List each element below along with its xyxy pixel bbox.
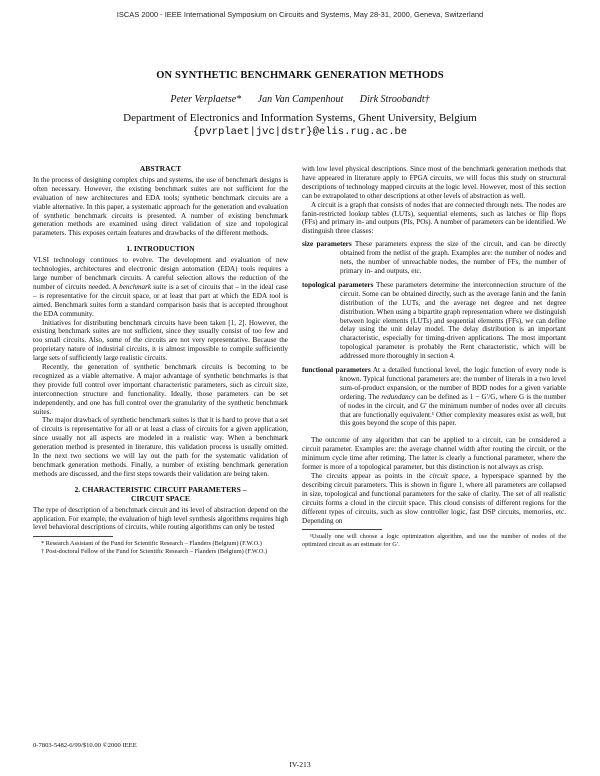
def-functional: functional parameters At a detailed functional level, the logic function of every node is known. Typical functional parameters are: the number of literals in a two level sum-of-product expansion, or the number of BDD nodes for a given variable ordering. The redundancy can be defined as 1 − G′/G, where G is the number of nodes in the circuit, and G′ the minimum number of nodes over all circuits that are functionally equivalent.¹ Other complexity measures exist as well, but this goes beyond the scope of this paper.	[302, 366, 567, 428]
right-paragraph-1: with low level physical descriptions. Since most of the benchmark generation methods that have appeared in literature apply to FPGA circuits, we will focus this study on structural descriptions of technology mapped circuits at the logic level. However, most of this section can be extrapolated to other descriptions at other levels of abstraction as well.	[302, 165, 566, 200]
abstract-heading: ABSTRACT	[139, 164, 182, 173]
affiliation: Department of Electronics and Information Systems, Ghent University, Belgium	[123, 112, 477, 124]
def-topological: topological parameters These parameters determine the interconnection structure of the circuit. Some can be obtained directly, such as the average fanin and the fanin distribution of the LUTs, and the average net degree and net degree distribution. When using a bipartite graph representation where we distinguish between logic elements (LUTs) and sequential elements (FFs), we can define delay using the unit delay model. The delay distribution is an important characteristic, especially for timing-driven applications. The most important topological parameter is probably the Rent characteristic, which will be addressed more thoroughly in section 4.	[302, 280, 566, 361]
author-1: Peter Verplaetse*	[170, 94, 242, 105]
def-size: size parameters These parameters express the size of the circuit, and can be directly obtained from the netlist of the graph. Examples are: the number of nodes and nets, the number of unreachable nodes, the number of FFs, the number of primary in- and outputs, etc.	[302, 240, 566, 275]
left-column	[33, 165, 288, 556]
footnote-right	[302, 533, 566, 549]
right-paragraph-2: A circuit is a graph that consists of nodes that are connected through nets. The nodes are fanin-restricted lookup tables (LUTs), sequential elements, such as latches or flip flops (FFs) and primary in- and outputs (PIs, POs). A number of parameters can be identified. We distinguish three classes:	[302, 200, 566, 236]
abstract-text: In the process of designing complex chips and systems, the use of benchmark designs is often necessary. However, the existing benchmark suites are not sufficient for the evaluation of new architectures and EDA tools; synthetic benchmark circuits are a viable alternative. In this paper, a systematic approach for the generation and evaluation of synthetic benchmark circuits is presented. A number of existing benchmark generation methods are examined using direct validation of size and topological parameters. This exposes certain features and drawbacks of the different methods.	[33, 175, 288, 238]
paper-title: ON SYNTHETIC BENCHMARK GENERATION METHODS	[156, 70, 444, 81]
right-paragraph-3: The outcome of any algorithm that can be applied to a circuit, can be considered a circuit parameter. Examples are: the average channel width after routing the circuit, or the minimum cycle time after retiming. The latter is clearly a functional parameter, where the former is more of a topological parameter, but this distinction is not always as crisp.	[302, 436, 566, 472]
intro-paragraph-2: Initiatives for distributing benchmark circuits have been taken [1, 2]. However, the existing benchmark suites are not sufficient, since they usually consist of too few and too small circuits. Also, some of the circuits are not very representative. Because the proprietary nature of industrial circuits, it is almost impossible to compile sufficiently large sets of sufficiently large realistic circuits.	[33, 318, 288, 363]
authors	[0, 94, 600, 105]
isbn-line: 0-7803-5482-6/99/$10.00 ©2000 IEEE	[33, 742, 137, 749]
footnotes-left	[33, 540, 288, 556]
footnote-1: * Research Assistant of the Fund for Scientific Research – Flanders (Belgium) (F.W.O.)	[41, 540, 262, 548]
right-column	[302, 165, 566, 549]
intro-paragraph-1: VLSI technology continues to evolve. The development and evaluation of new technologies, architectures and electronic design automation (EDA) tools requires a large number of benchmark circuits. A careful selection allows the reduction of the number of circuits needed. A benchmark suite is a set of circuits that – in the ideal case – is representative for the circuit space, or at least that part at which the EDA tool is aimed. Benchmark suites form a standard comparison basis that is accepted throughout the EDA community.	[33, 256, 288, 318]
intro-heading: 1. INTRODUCTION	[126, 244, 195, 254]
section2-heading: 2. CHARACTERISTIC CIRCUIT PARAMETERS – CIRCUIT SPACE	[74, 484, 247, 503]
email: {pvrplaet|jvc|dstr}@elis.rug.ac.be	[192, 126, 408, 138]
footnote-3: ¹Usually one will choose a logic optimization algorithm, and use the number of nodes of the optimized circuit as an estimate for G′.	[302, 533, 566, 549]
parameter-classes	[302, 240, 566, 428]
author-2: Jan Van Campenhout	[257, 94, 344, 105]
right-paragraph-4: The circuits appear as points in the circuit space, a hyperspace spanned by the describing circuit parameters. This is shown in figure 1, where all parameters are collapsed in size, topological and functional parameters for the sake of clarity. The set of all realistic circuits forms a cloud in the circuit space. This cloud consists of different regions for the different types of circuits, such as slow controller logic, fast DSP circuits, memories, etc. Depending on	[302, 472, 566, 525]
page-number: IV-213	[289, 760, 311, 769]
intro-paragraph-3: Recently, the generation of synthetic benchmark circuits is becoming to be recognized as a viable alternative. A major advantage of synthetic benchmarks is that they provide full control over important characteristic parameters, such as circuit size, interconnection structure and functionality. Ideally, those parameters can be set independently, and one has full control over the granularity of the synthetic benchmark suites.	[33, 363, 288, 416]
footnote-2: † Post-doctoral Fellow of the Fund for Scientific Research – Flanders (Belgium) (F.W.O.)	[41, 548, 268, 556]
running-header: ISCAS 2000 - IEEE International Symposium on Circuits and Systems, May 28-31, 2000, Geneva, Switzerland	[116, 10, 484, 19]
intro-paragraph-4: The major drawback of synthetic benchmark suites is that it is hard to prove that a set of circuits is representative for all or at least a class of circuits for a given application, since usually not all aspects are modeled in a realistic way. When a benchmark generation method is presented in literature, this validation process is usually omitted. In the next two sections we will lay out the path for the systematic validation of benchmark generation methods. Finally, a number of existing benchmark generation methods are discussed, and the first steps towards their validation are being taken.	[33, 416, 288, 478]
author-3: Dirk Stroobandt†	[359, 94, 430, 105]
section2-paragraph-1: The type of description of a benchmark circuit and its level of abstraction depend on the application. For example, the evaluation of high level synthesis algorithms requires high level behavioral descriptions of circuits, while routing algorithms can only be tested	[33, 505, 288, 532]
